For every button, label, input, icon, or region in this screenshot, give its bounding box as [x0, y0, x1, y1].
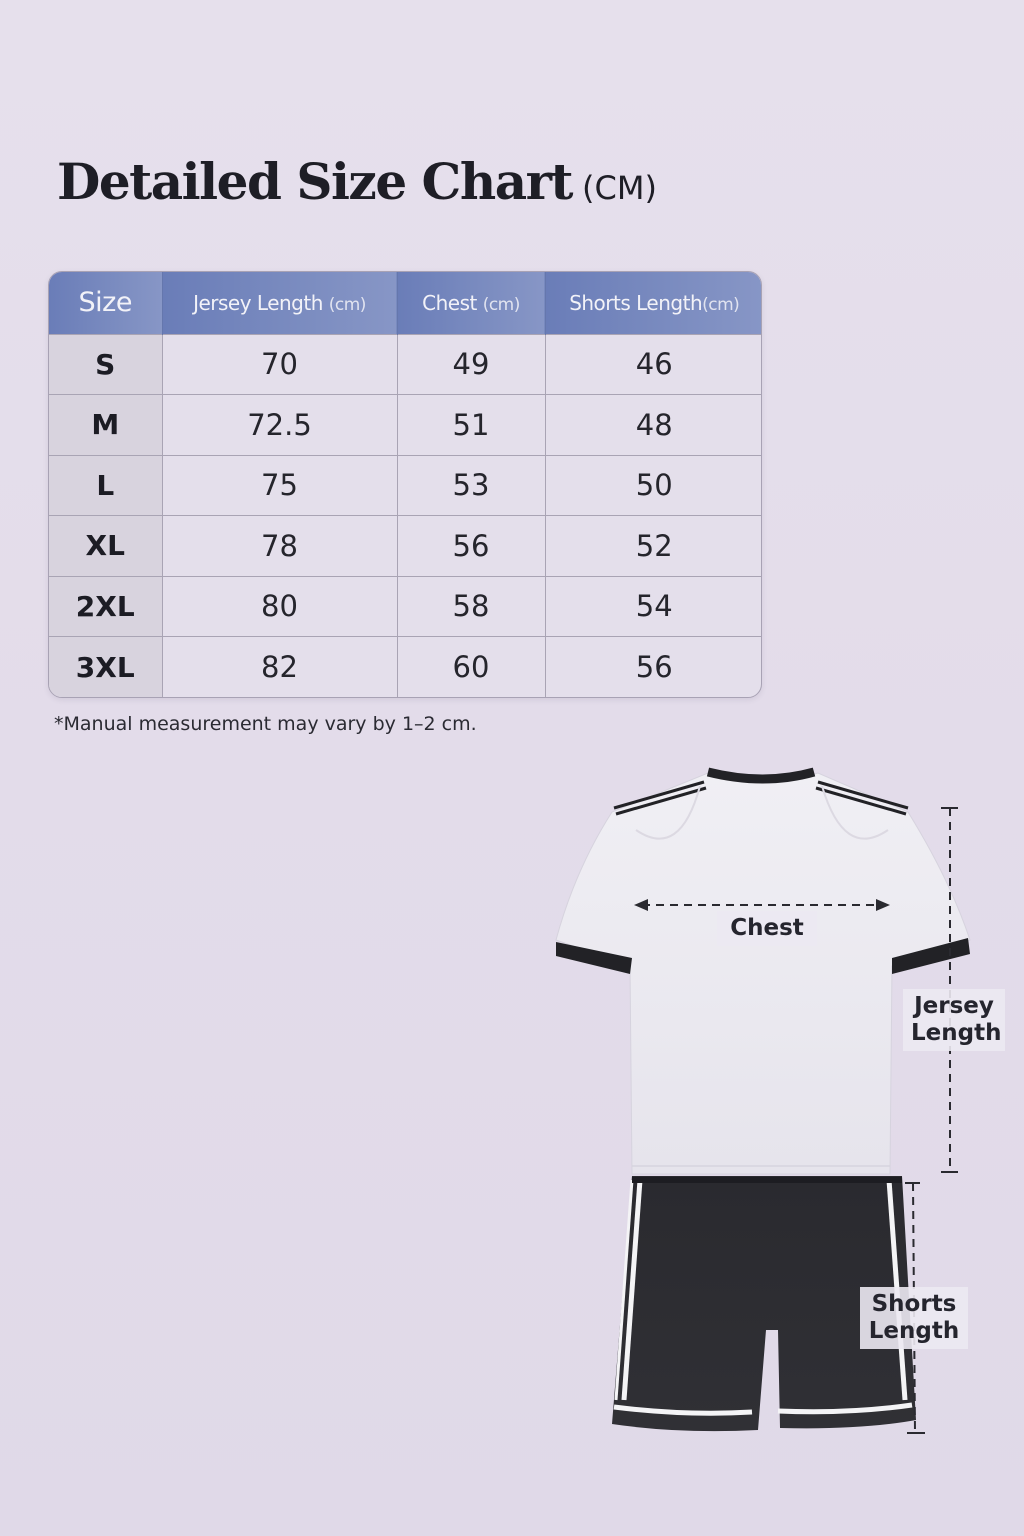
jersey-length-cell: 75: [162, 455, 397, 516]
jersey-length-cell: 72.5: [162, 395, 397, 456]
jersey-length-cell: 80: [162, 576, 397, 637]
shorts-length-cell: 50: [545, 455, 762, 516]
chest-cell: 51: [397, 395, 545, 456]
size-cell: S: [49, 334, 162, 395]
title-unit: (CM): [582, 169, 657, 207]
size-cell: 2XL: [49, 576, 162, 637]
shorts-length-cell: 54: [545, 576, 762, 637]
header-jersey-length: Jersey Length (cm): [162, 272, 397, 334]
shorts-length-label: Shorts Length: [860, 1287, 968, 1349]
jersey-length-cell: 82: [162, 637, 397, 698]
header-chest: Chest (cm): [397, 272, 545, 334]
jersey-length-cell: 78: [162, 516, 397, 577]
chest-cell: 58: [397, 576, 545, 637]
chest-cell: 60: [397, 637, 545, 698]
shorts-length-cell: 46: [545, 334, 762, 395]
shorts-length-cell: 56: [545, 637, 762, 698]
header-size: Size: [49, 272, 162, 334]
shorts-length-cell: 48: [545, 395, 762, 456]
chest-cell: 49: [397, 334, 545, 395]
size-cell: L: [49, 455, 162, 516]
size-cell: 3XL: [49, 637, 162, 698]
size-cell: XL: [49, 516, 162, 577]
title-main: Detailed Size Chart: [57, 152, 573, 211]
shorts-length-cell: 52: [545, 516, 762, 577]
chest-label: Chest: [717, 911, 817, 946]
measurement-footnote: *Manual measurement may vary by 1–2 cm.: [54, 713, 477, 735]
header-shorts-length: Shorts Length(cm): [545, 272, 762, 334]
jersey-length-cell: 70: [162, 334, 397, 395]
jersey-length-label: Jersey Length: [903, 989, 1005, 1051]
size-cell: M: [49, 395, 162, 456]
jersey-illustration: [556, 772, 970, 1174]
chest-cell: 56: [397, 516, 545, 577]
chest-cell: 53: [397, 455, 545, 516]
